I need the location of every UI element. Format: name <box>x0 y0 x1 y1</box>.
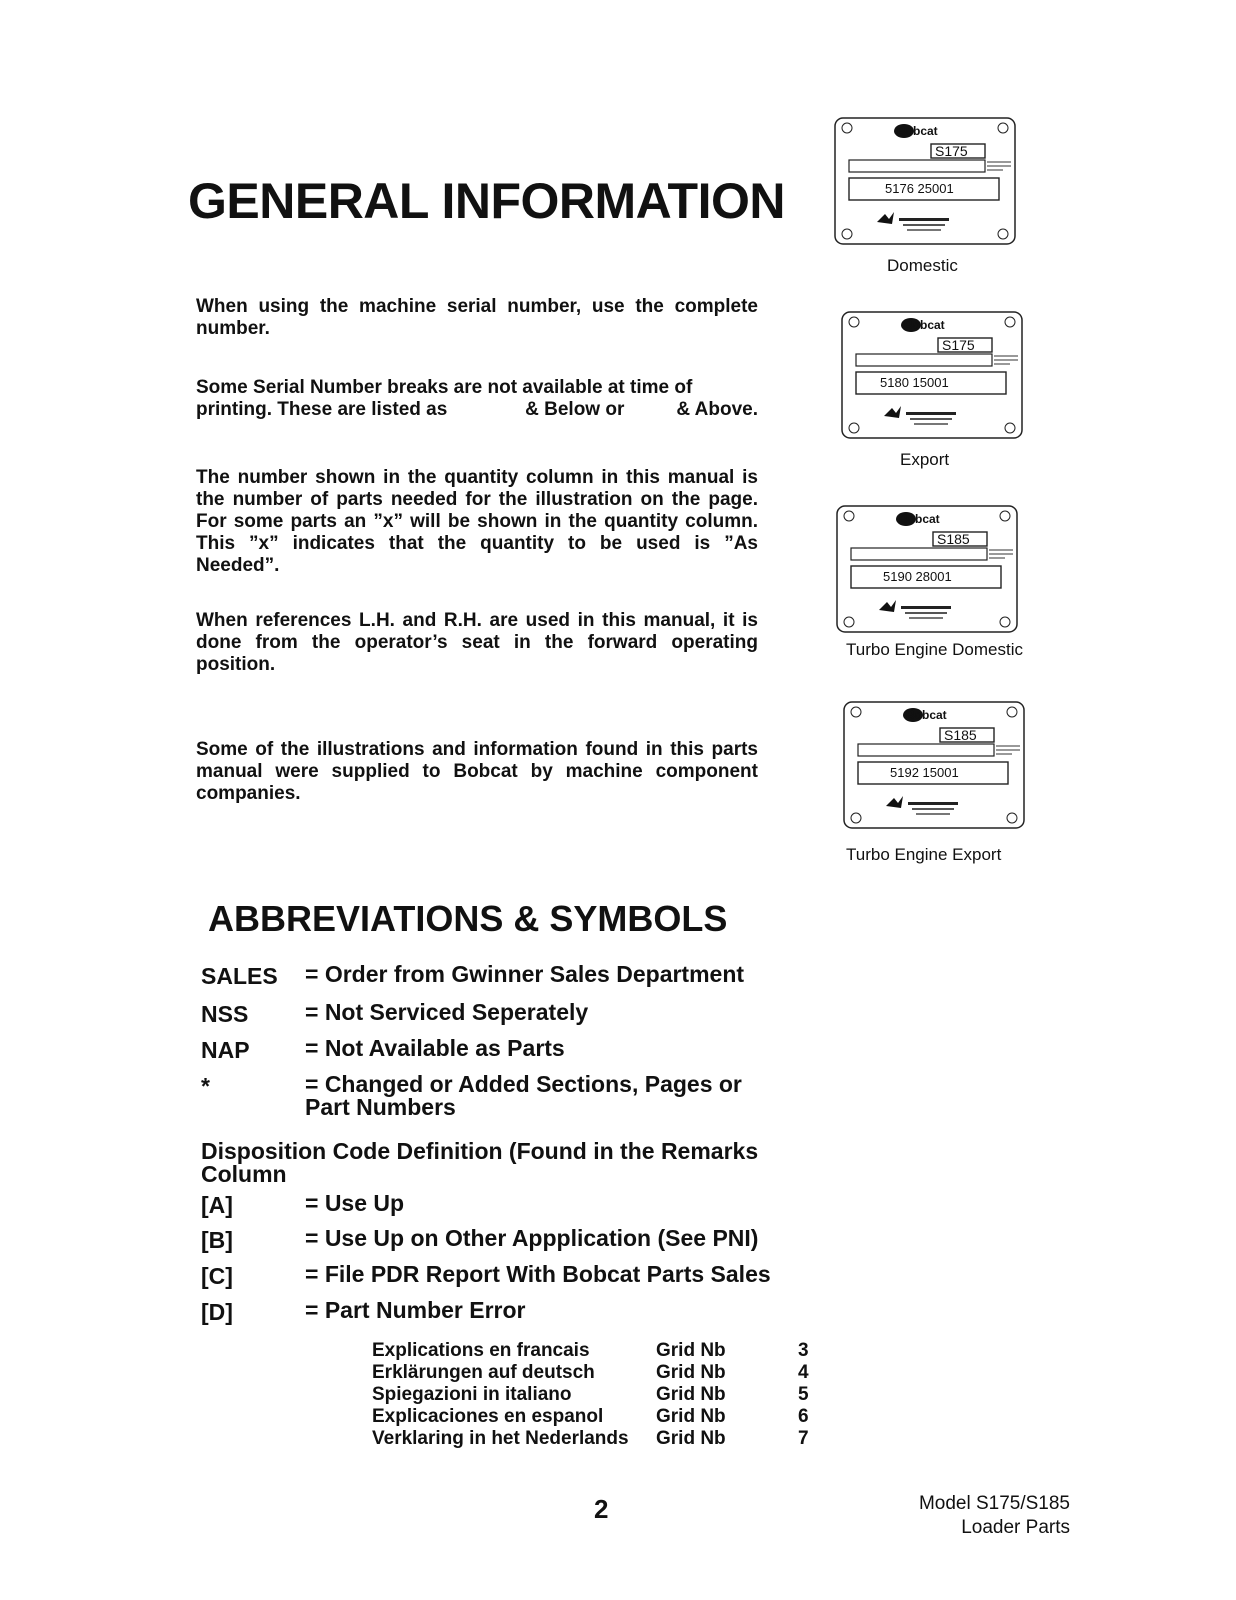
abbreviation-code: NAP <box>201 1037 250 1063</box>
disposition-code: [D] <box>201 1299 233 1325</box>
language-grid-number: 3 <box>798 1340 809 1361</box>
language-label: Explicaciones en espanol <box>372 1406 604 1427</box>
serial-breaks-line2 <box>196 399 758 421</box>
disposition-definition: = Part Number Error <box>305 1297 526 1323</box>
plate-serial: 5192 15001 <box>890 765 959 780</box>
abbreviation-code: NSS <box>201 1001 249 1027</box>
language-label: Verklaring in het Nederlands <box>372 1428 629 1449</box>
plate-model: S175 <box>942 337 975 353</box>
language-label: Explications en francais <box>372 1340 590 1361</box>
abbreviation-definition: = Order from Gwinner Sales Department <box>305 961 745 987</box>
language-grid: Grid Nb <box>656 1428 726 1449</box>
footer-model-line1: Model S175/S185 <box>918 1493 1070 1514</box>
plate-serial: 5176 25001 <box>885 181 954 196</box>
above-text: & Above. <box>676 399 758 420</box>
plate-brand: Bobcat <box>906 708 947 722</box>
abbreviation-code: * <box>201 1073 210 1099</box>
disposition-definition: = Use Up on Other Appplication (See PNI) <box>305 1225 759 1251</box>
language-label: Erklärungen auf deutsch <box>372 1362 595 1383</box>
plate-caption-export: Export <box>900 450 950 469</box>
serial-plate-turbo-export <box>842 698 1032 838</box>
language-grid-number: 7 <box>798 1428 809 1449</box>
serial-breaks-text: printing. These are listed as <box>196 399 448 420</box>
language-grid-number: 4 <box>798 1362 809 1383</box>
abbreviation-definition: = Not Serviced Seperately <box>305 999 589 1025</box>
paragraph-lh-rh: When references L.H. and R.H. are used in this manual, it is done from the operator’s seat in the forward operating position. <box>196 610 758 675</box>
language-grid-number: 6 <box>798 1406 809 1427</box>
abbreviations-heading: ABBREVIATIONS & SYMBOLS <box>208 898 728 939</box>
language-grid: Grid Nb <box>656 1406 726 1427</box>
plate-model: S175 <box>935 143 968 159</box>
serial-plate-export <box>840 308 1030 448</box>
plate-model: S185 <box>937 531 970 547</box>
page-number: 2 <box>594 1494 609 1524</box>
disposition-code: [A] <box>201 1192 233 1218</box>
plate-caption-domestic: Domestic <box>887 256 958 275</box>
abbreviation-definition: = Not Available as Parts <box>305 1035 565 1061</box>
serial-plate-domestic <box>833 114 1023 254</box>
plate-caption-turbo-export: Turbo Engine Export <box>846 845 1002 864</box>
abbreviation-code: SALES <box>201 963 278 989</box>
plate-caption-turbo-domestic: Turbo Engine Domestic <box>846 640 1024 659</box>
abbreviation-definition: = Changed or Added Sections, Pages or Part Numbers <box>305 1071 742 1120</box>
language-grid: Grid Nb <box>656 1340 726 1361</box>
page-title: GENERAL INFORMATION <box>188 173 785 229</box>
below-text: & Below or <box>525 399 625 420</box>
disposition-heading: Disposition Code Definition (Found in the Remarks Column <box>201 1138 759 1187</box>
language-grid: Grid Nb <box>656 1362 726 1383</box>
language-grid: Grid Nb <box>656 1384 726 1405</box>
language-label: Spiegazioni in italiano <box>372 1384 572 1405</box>
disposition-definition: = Use Up <box>305 1190 405 1216</box>
language-grid-number: 5 <box>798 1384 809 1405</box>
disposition-code: [C] <box>201 1263 233 1289</box>
paragraph-quantity: The number shown in the quantity column in this manual is the number of parts needed for the illustration on the page. For some parts an ”x” will be shown in the quantity column. This ”x” indicates that the quantity to be used is ”As Needed”. <box>196 467 758 576</box>
serial-plate-turbo-domestic <box>835 502 1025 642</box>
plate-model: S185 <box>944 727 977 743</box>
footer-model <box>919 1492 1070 1540</box>
plate-brand: Bobcat <box>899 512 940 526</box>
paragraph-illustrations: Some of the illustrations and information found in this parts manual were supplied to Bobcat by machine component companies. <box>196 739 758 804</box>
footer-model-line2: Loader Parts <box>961 1517 1070 1538</box>
plate-serial: 5190 28001 <box>883 569 952 584</box>
disposition-code: [B] <box>201 1227 233 1253</box>
plate-brand: Bobcat <box>904 318 945 332</box>
disposition-definition: = File PDR Report With Bobcat Parts Sales <box>305 1261 771 1287</box>
serial-breaks-line1: Some Serial Number breaks are not available at time of <box>196 377 693 398</box>
plate-serial: 5180 15001 <box>880 375 949 390</box>
paragraph-serial-number: When using the machine serial number, use the complete number. <box>196 296 758 339</box>
paragraph-serial-breaks <box>196 377 758 421</box>
plate-brand: Bobcat <box>897 124 938 138</box>
